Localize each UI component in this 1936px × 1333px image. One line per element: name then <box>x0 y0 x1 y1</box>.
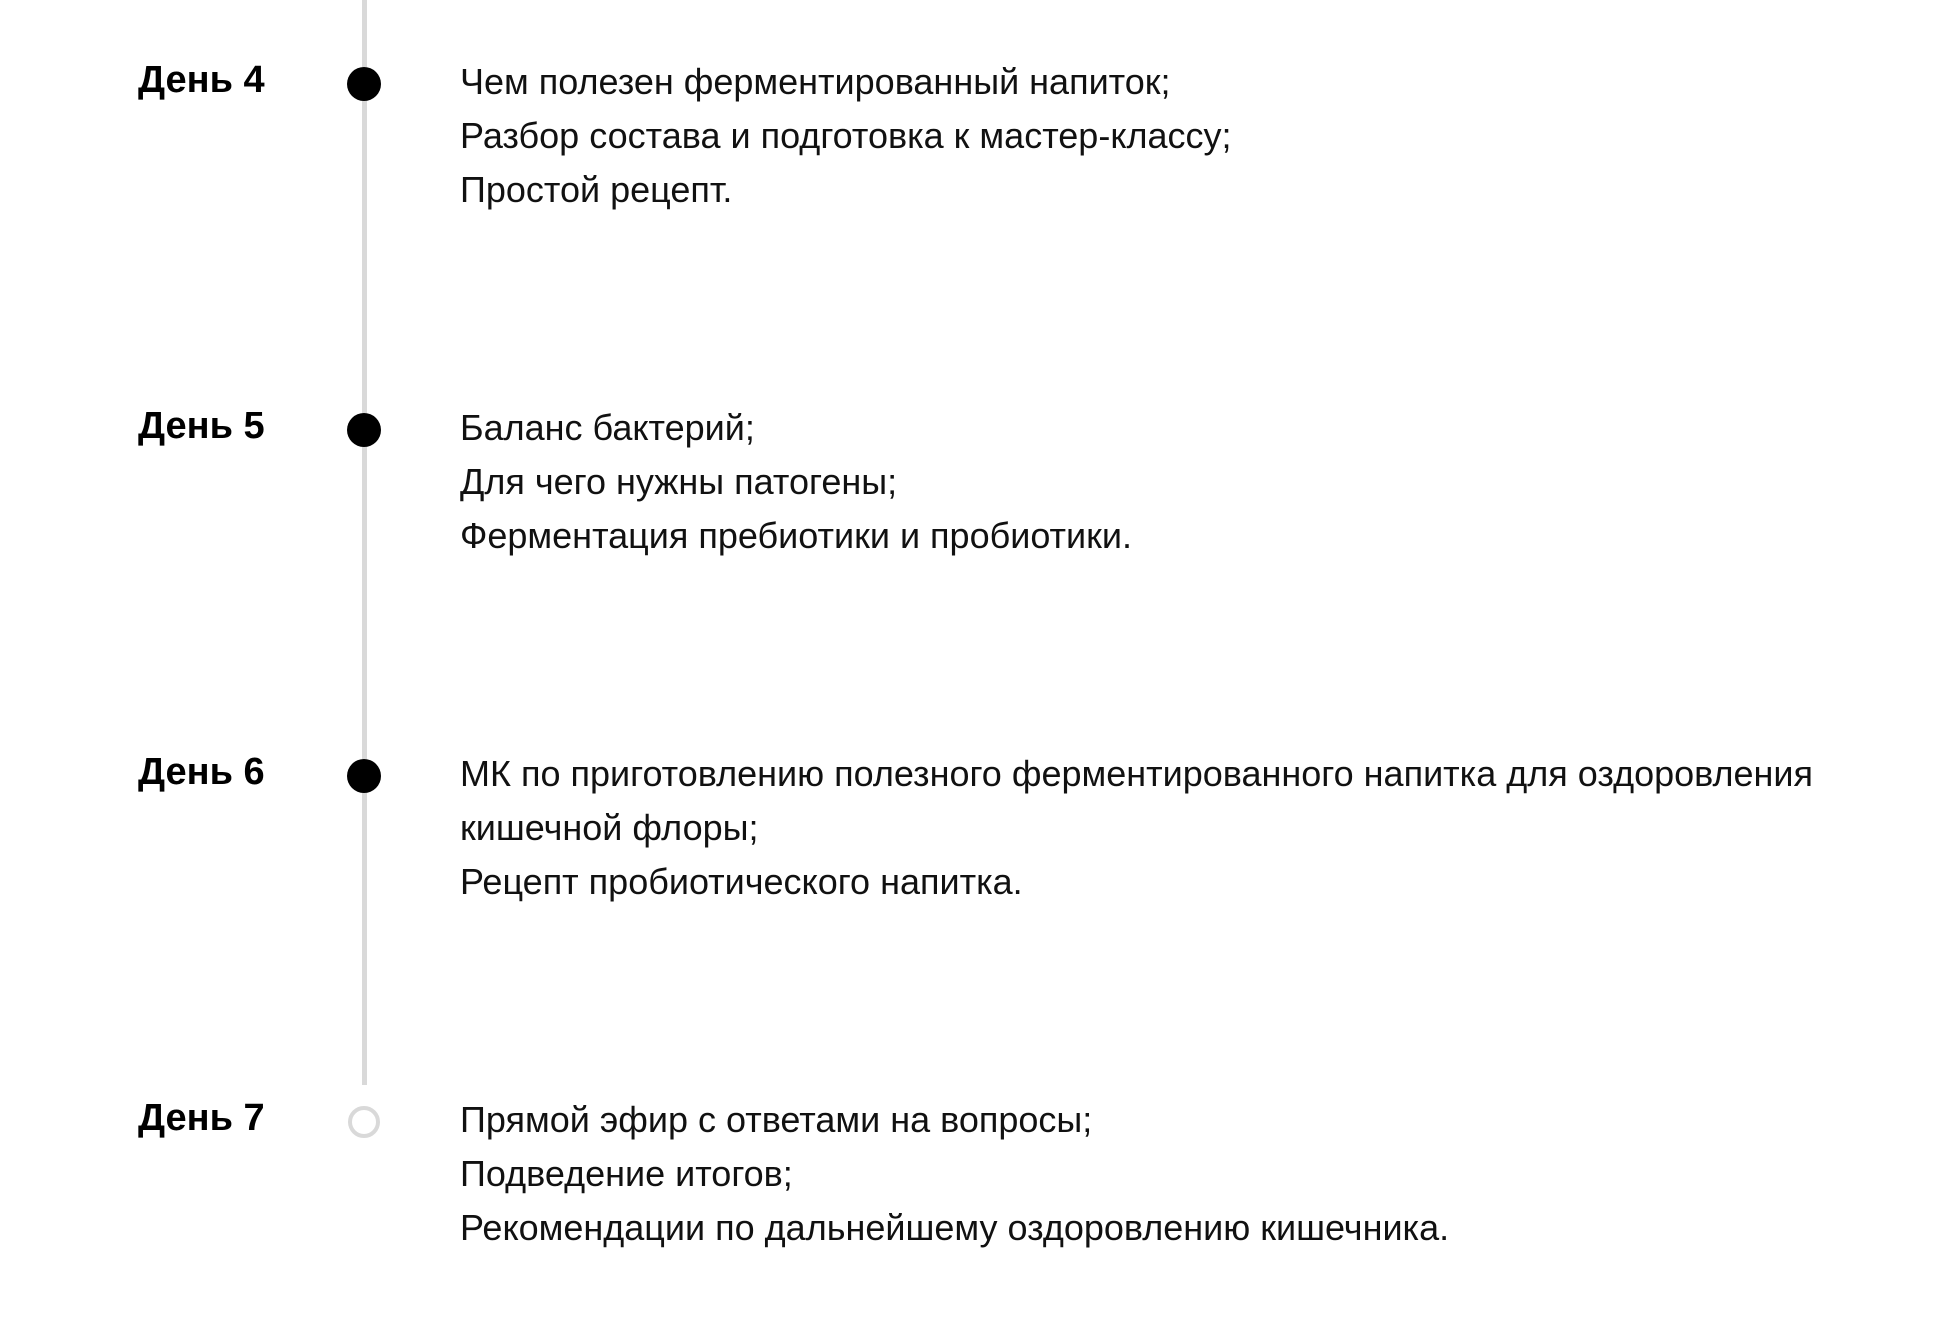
day-item: Прямой эфир с ответами на вопросы; <box>460 1099 1093 1140</box>
day-items <box>460 1093 1880 1255</box>
day-row-7 <box>0 1093 1936 1333</box>
day-item: Рекомендации по дальнейшему оздоровлению кишечника. <box>460 1207 1450 1248</box>
day-label: День 5 <box>138 405 265 447</box>
day-item: Чем полезен ферментированный напиток; <box>460 61 1171 102</box>
day-item: МК по приготовлению полезного ферментированного напитка для оздоровления кишечной флоры; <box>460 753 1813 848</box>
day-items <box>460 401 1880 563</box>
day-items <box>460 747 1880 909</box>
day-item: Ферментация пребиотики и пробиотики. <box>460 515 1133 556</box>
day-item: Подведение итогов; <box>460 1153 793 1194</box>
day-label: День 4 <box>138 59 265 101</box>
day-item: Разбор состава и подготовка к мастер-классу; <box>460 115 1232 156</box>
upcoming-marker-icon <box>348 1106 380 1138</box>
day-row-4 <box>0 55 1936 295</box>
completed-marker-icon <box>347 413 381 447</box>
completed-marker-icon <box>347 67 381 101</box>
day-row-6 <box>0 747 1936 987</box>
day-item: Баланс бактерий; <box>460 407 755 448</box>
day-label: День 6 <box>138 751 265 793</box>
day-items <box>460 55 1880 217</box>
day-item: Простой рецепт. <box>460 169 733 210</box>
day-item: Для чего нужны патогены; <box>460 461 898 502</box>
day-label: День 7 <box>138 1097 265 1139</box>
completed-marker-icon <box>347 759 381 793</box>
day-item: Рецепт пробиотического напитка. <box>460 861 1023 902</box>
day-row-5 <box>0 401 1936 641</box>
